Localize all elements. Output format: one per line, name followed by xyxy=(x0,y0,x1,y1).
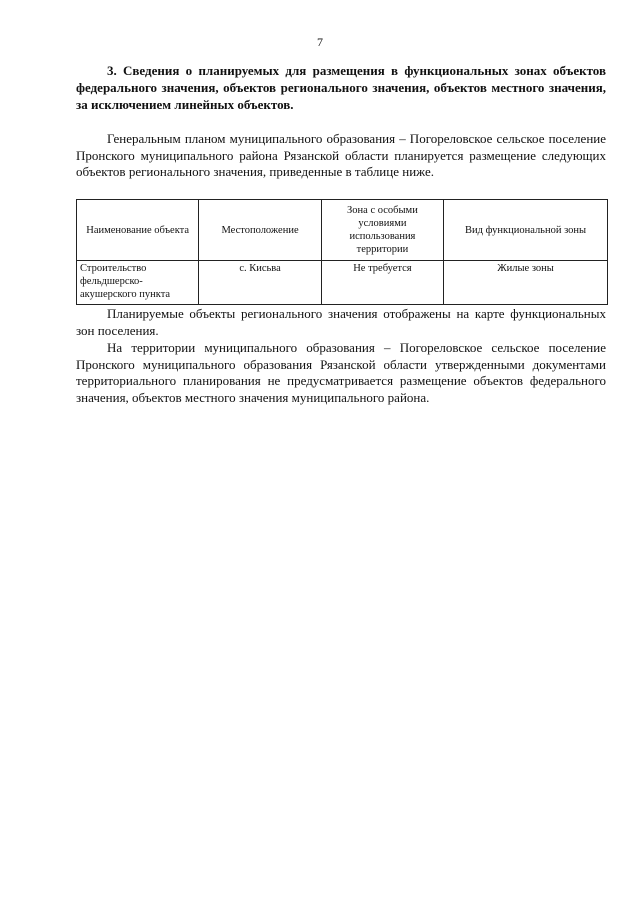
header-location: Местоположение xyxy=(199,200,321,261)
closing-paragraph: На территории муниципального образования – Погореловское сельское поселение Пронского муниципального образования Рязанской области утвержденными документами территориального планирования не предусматривается размещение объектов федерального значения, объектов местного значения муниципального района. xyxy=(76,340,606,405)
cell-object-name: Строительство фельдшерско-акушерского пункта xyxy=(77,261,199,305)
intro-paragraph: Генеральным планом муниципального образования – Погореловское сельское поселение Пронского муниципального района Рязанской области планируется размещение следующих объектов регионального значения, приведенные в таблице ниже. xyxy=(76,131,606,179)
section-heading: 3. Сведения о планируемых для размещения в функциональных зонах объектов федерального значения, объектов регионального значения, объектов местного значения, за исключением линейных объектов. xyxy=(76,63,606,112)
header-object-name: Наименование объекта xyxy=(77,200,199,261)
cell-location: с. Кисьва xyxy=(199,261,321,305)
cell-functional-zone: Жилые зоны xyxy=(444,261,608,305)
header-special-zone: Зона с особыми условиями использования территории xyxy=(321,200,443,261)
table-header-row xyxy=(77,200,608,261)
page-number: 7 xyxy=(317,35,323,49)
header-functional-zone: Вид функциональной зоны xyxy=(444,200,608,261)
table-header xyxy=(77,200,608,261)
cell-special-zone: Не требуется xyxy=(321,261,443,305)
maps-note-paragraph: Планируемые объекты регионального значения отображены на карте функциональных зон поселения. xyxy=(76,306,606,338)
planned-objects-table xyxy=(76,199,608,305)
table-row xyxy=(77,261,608,305)
